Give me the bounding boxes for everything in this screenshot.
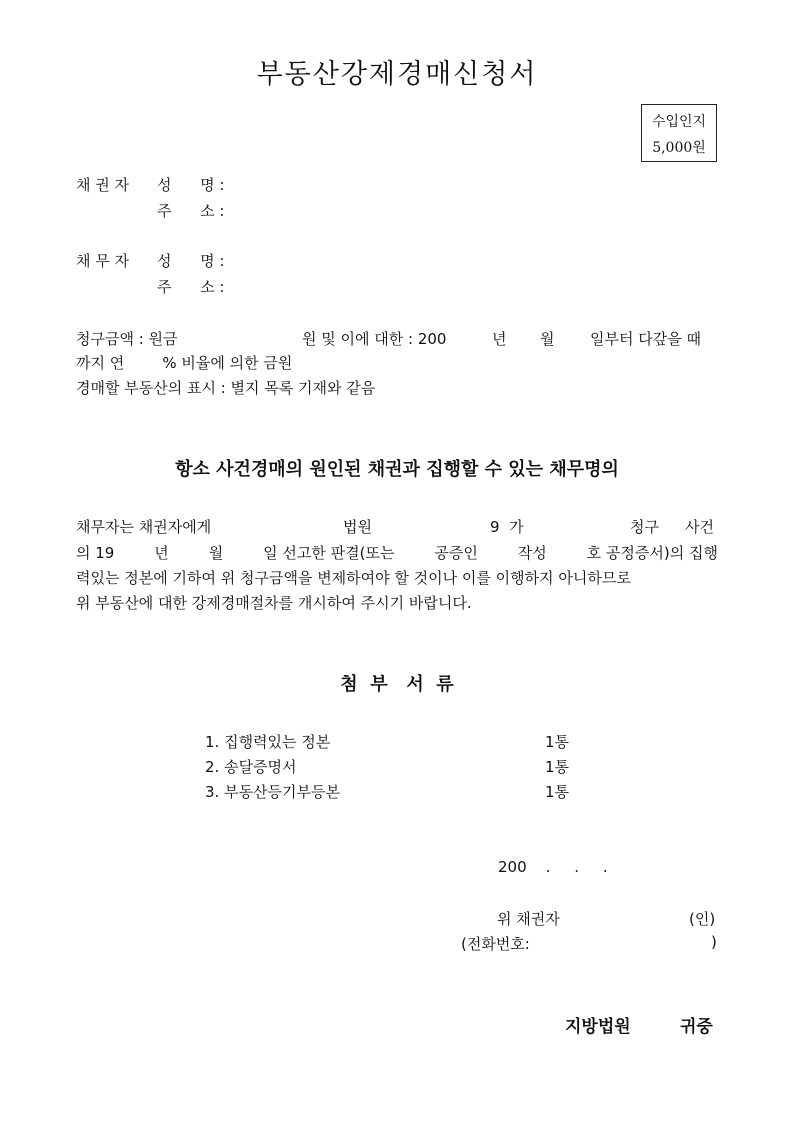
attachment-item-label: 2. 송달증명서	[205, 758, 297, 776]
body-case-label: 사건	[685, 518, 714, 536]
court-name: 지방법원	[565, 1017, 631, 1037]
debtor-label: 채 무 자	[76, 252, 130, 270]
body-case-number: 9 가	[490, 518, 524, 536]
attachment-item-count: 1통	[545, 733, 570, 751]
body-debtor-to-creditor: 채무자는 채권자에게	[76, 518, 212, 536]
application-date: 200 . . .	[498, 858, 608, 876]
body-line-3: 력있는 정본에 기하여 위 청구금액을 변제하여야 할 것이나 이를 이행하지 아니하므로	[76, 569, 631, 587]
phone-label: (전화번호:	[461, 935, 530, 953]
body-line-4: 위 부동산에 대한 강제경매절차를 개시하여 주시기 바랍니다.	[76, 594, 472, 612]
body-year-label: 년	[154, 544, 169, 562]
body-year-prefix: 의 19	[76, 544, 115, 562]
debtor-name-label: 성 명 :	[157, 252, 225, 270]
stamp-amount: 5,000원	[652, 140, 706, 156]
body-notarial-deed-label: 호 공정증서)의 집행	[586, 544, 718, 562]
claim-day-label: 일부터 다갚을 때	[590, 330, 701, 348]
document-title: 부동산강제경매신청서	[256, 59, 538, 90]
revenue-stamp-box	[641, 104, 717, 162]
seal-mark: (인)	[689, 910, 716, 928]
creditor-label: 채 권 자	[76, 176, 130, 194]
creditor-name-label: 성 명 :	[157, 176, 225, 194]
body-month-label: 월	[208, 544, 224, 562]
court-addressee: 귀중	[680, 1017, 713, 1037]
body-judgment-label: 일 선고한 판결(또는	[263, 544, 395, 562]
claim-interest-label: 원 및 이에 대한 : 200	[302, 330, 447, 348]
body-court-label: 법원	[343, 518, 372, 536]
body-drafted-label: 작성	[517, 544, 547, 562]
debtor-address-label: 주 소 :	[157, 278, 225, 296]
attachments-heading: 첨 부 서 류	[340, 674, 454, 695]
attachment-item-count: 1통	[545, 783, 570, 801]
attachment-item-count: 1통	[545, 758, 570, 776]
body-notary-label: 공증인	[434, 544, 478, 562]
phone-close: )	[711, 933, 717, 951]
creditor-address-label: 주 소 :	[157, 202, 225, 220]
property-description-line: 경매할 부동산의 표시 : 별지 목록 기재와 같음	[76, 379, 376, 397]
attachment-item-label: 1. 집행력있는 정본	[205, 733, 331, 751]
stamp-label: 수입인지	[651, 114, 707, 130]
claim-year-label: 년	[492, 330, 507, 348]
body-claim-label: 청구	[630, 518, 659, 536]
signer-label: 위 채권자	[497, 910, 560, 928]
claim-rate-line: 까지 연 % 비율에 의한 금원	[76, 354, 293, 372]
attachment-item-label: 3. 부동산등기부등본	[205, 783, 341, 801]
body-line-2	[76, 542, 718, 563]
claim-principal-label: 청구금액 : 원금	[76, 330, 178, 348]
claim-month-label: 월	[540, 330, 555, 348]
section-heading: 항소 사건경매의 원인된 채권과 집행할 수 있는 채무명의	[175, 459, 619, 480]
